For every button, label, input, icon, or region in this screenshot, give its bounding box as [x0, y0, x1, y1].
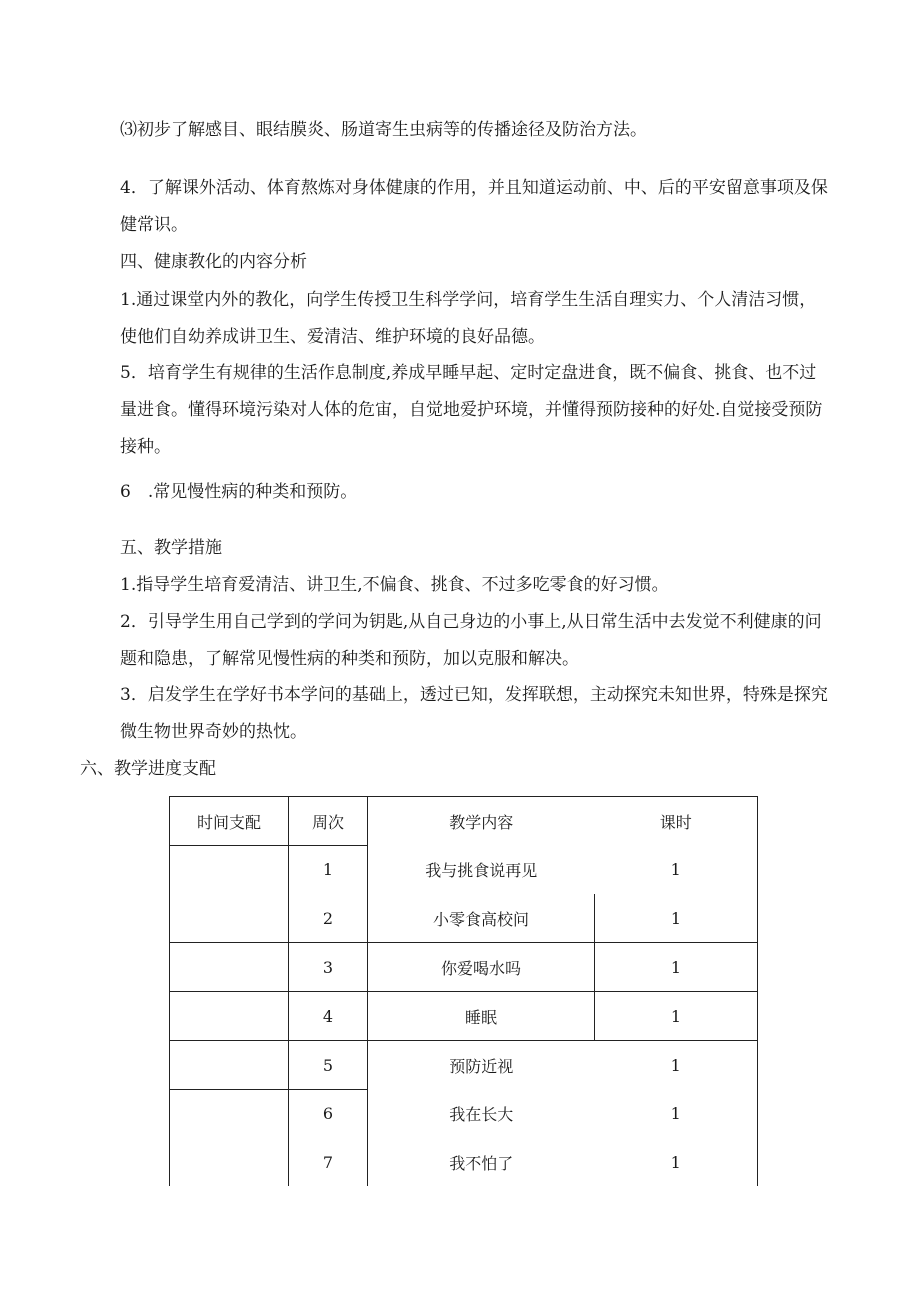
- time-cell: [170, 846, 289, 895]
- hours-cell: 1: [595, 1090, 758, 1139]
- paragraph-content-5: 5．培育学生有规律的生活作息制度,养成早睡早起、定时定盘进食，既不偏食、挑食、也不过量进食。懂得环境污染对人体的危宙，自觉地爱护环境，并懂得预防接种的好处.自觉接受预防接种。: [120, 363, 823, 457]
- table-row: [170, 1041, 758, 1090]
- hours-cell: 1: [595, 992, 758, 1041]
- hours-cell: 1: [595, 1138, 758, 1186]
- content-cell: 睡眠: [368, 992, 595, 1041]
- table-header-row: [170, 797, 758, 846]
- table-row: [170, 894, 758, 943]
- heading-schedule: 六、教学进度支配: [80, 759, 216, 779]
- hours-cell: 1: [595, 943, 758, 992]
- time-cell: [170, 992, 289, 1041]
- content-cell: 预防近视: [449, 1056, 514, 1076]
- time-cell: [170, 943, 289, 992]
- heading-content-analysis: 四、健康教化的内容分析: [120, 252, 307, 272]
- content-cell: 小零食高校问: [368, 894, 595, 943]
- time-cell: [170, 1090, 289, 1139]
- hours-cell: 1: [595, 894, 758, 943]
- table-row: [170, 992, 758, 1041]
- header-hours: 课时: [595, 797, 758, 846]
- week-cell: 5: [289, 1041, 368, 1090]
- week-cell: 3: [289, 943, 368, 992]
- header-time: 时间支配: [170, 797, 289, 846]
- paragraph-4-exercise: 4．了解课外活动、体育熬炼对身体健康的作用，并且知道运动前、中、后的平安留意事项及保健常识。: [120, 178, 828, 235]
- content-cell: 我在长大: [449, 1105, 514, 1125]
- schedule-table: [169, 796, 758, 1186]
- week-cell: 1: [289, 846, 368, 895]
- content-cell: 我与挑食说再见: [425, 861, 538, 881]
- week-cell: 7: [289, 1138, 368, 1186]
- header-week: 周次: [289, 797, 368, 846]
- content-cell: 你爱喝水吗: [368, 943, 595, 992]
- paragraph-3-prevention: ⑶初步了解感目、眼结膜炎、肠道寄生虫病等的传播途径及防治方法。: [120, 120, 647, 140]
- paragraph-measure-3: 3．启发学生在学好书本学问的基础上，透过已知，发挥联想，主动探究未知世界，特殊是探究微生物世界奇妙的热忱。: [120, 685, 828, 742]
- week-cell: 4: [289, 992, 368, 1041]
- paragraph-measure-2: 2．引导学生用自己学到的学问为钥匙,从自己身边的小事上,从日常生活中去发觉不利健康的问题和隐患，了解常见慢性病的种类和预防，加以克服和解决。: [120, 612, 822, 669]
- week-cell: 2: [289, 894, 368, 943]
- heading-teaching-measures: 五、教学措施: [120, 538, 222, 558]
- table-row: [170, 1138, 758, 1186]
- time-cell: [170, 1138, 289, 1186]
- table-row: [170, 943, 758, 992]
- header-content: 教学内容: [368, 797, 595, 846]
- week-cell: 6: [289, 1090, 368, 1139]
- paragraph-content-6: 6 .常见慢性病的种类和预防。: [120, 482, 358, 502]
- paragraph-measure-1: 1.指导学生培育爱清洁、讲卫生,不偏食、挑食、不过多吃零食的好习惯。: [120, 575, 669, 595]
- hours-cell: 1: [595, 846, 758, 895]
- hours-cell: 1: [595, 1041, 758, 1090]
- table-row: [170, 846, 758, 895]
- table-row: [170, 1090, 758, 1139]
- content-cell: 我不怕了: [449, 1153, 514, 1173]
- paragraph-content-1: 1.通过课堂内外的教化，向学生传授卫生科学学问，培育学生生活自理实力、个人清洁习惯，使他们自幼养成讲卫生、爱清洁、维护环境的良好品德。: [120, 290, 817, 347]
- time-cell: [170, 894, 289, 943]
- time-cell: [170, 1041, 289, 1090]
